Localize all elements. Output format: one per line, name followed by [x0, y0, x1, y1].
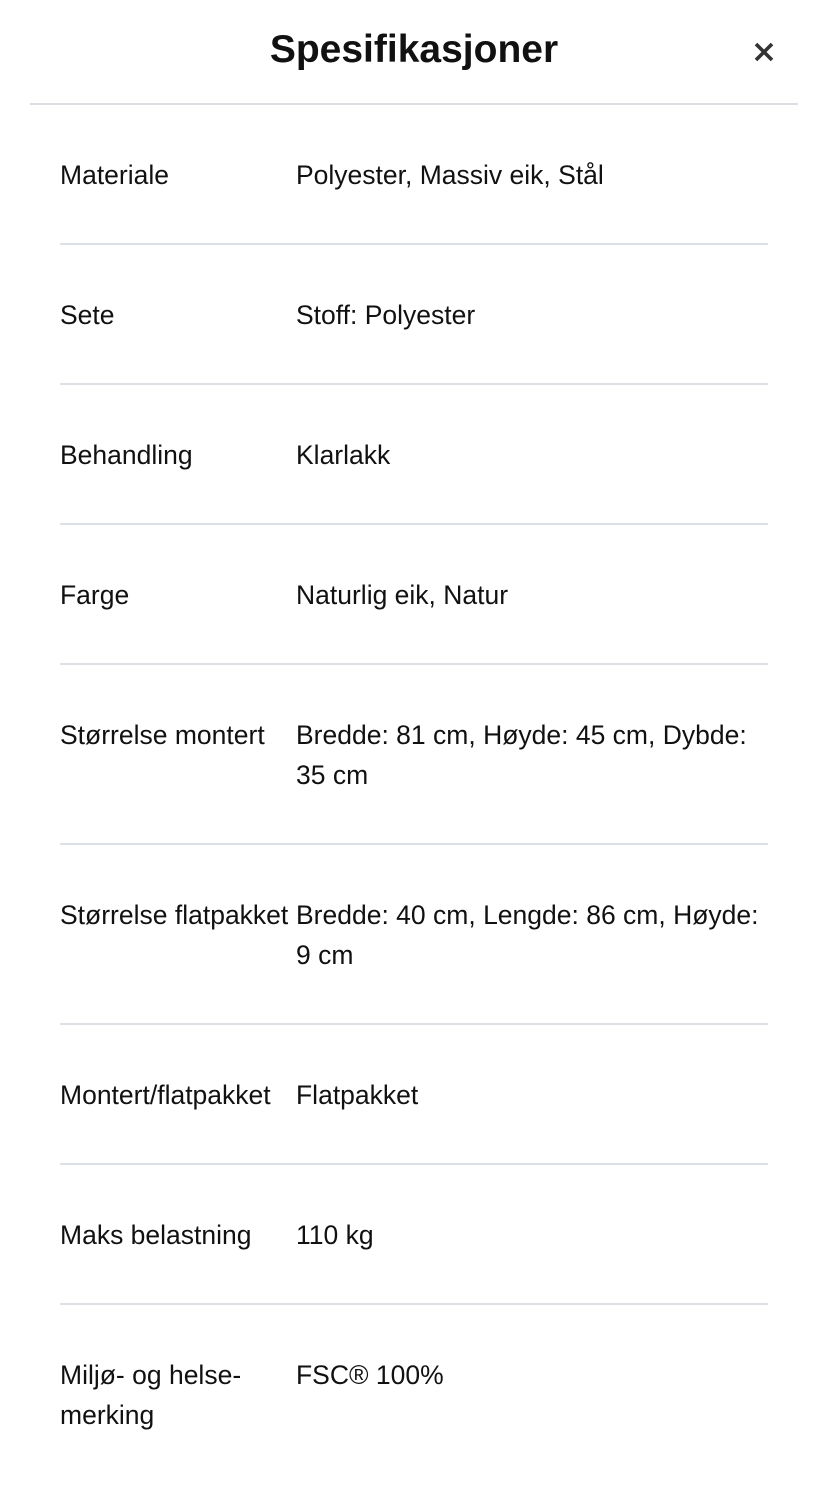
spec-row-montert-flatpakket [60, 1025, 768, 1165]
spec-label: Montert/flatpakket [60, 1080, 271, 1110]
spec-value: Bredde: 81 cm, Høyde: 45 cm, Dybde: 35 cm [296, 720, 747, 790]
spec-value: Bredde: 40 cm, Lengde: 86 cm, Høyde: 9 cm [296, 900, 759, 970]
spec-row-miljo-merking [60, 1305, 768, 1483]
page-title: Spesifikasjoner [269, 28, 559, 71]
spec-row-storrelse-montert [60, 665, 768, 845]
close-icon [753, 41, 775, 63]
spec-label: Materiale [60, 160, 169, 190]
spec-value: Flatpakket [296, 1080, 419, 1110]
spec-value: FSC® 100% [296, 1360, 444, 1390]
spec-value: Stoff: Polyester [296, 300, 476, 330]
spec-value: Polyester, Massiv eik, Stål [296, 160, 604, 190]
spec-label: Sete [60, 300, 115, 330]
spec-row-materiale [60, 105, 768, 245]
spec-value: Klarlakk [296, 440, 391, 470]
spec-row-behandling [60, 385, 768, 525]
spec-label: Miljø- og helsemerking [60, 1360, 242, 1430]
header-divider [30, 103, 798, 105]
spec-value: Naturlig eik, Natur [296, 580, 509, 610]
spec-label: Størrelse flatpakket [60, 900, 289, 930]
modal-header [0, 0, 828, 105]
spec-row-maks-belastning [60, 1165, 768, 1305]
spec-row-farge [60, 525, 768, 665]
spec-list [60, 105, 768, 1483]
spec-label: Størrelse montert [60, 720, 265, 750]
spec-label: Behandling [60, 440, 193, 470]
spec-label: Farge [60, 580, 130, 610]
close-button[interactable] [748, 34, 780, 70]
spec-label: Maks belastning [60, 1220, 252, 1250]
spec-row-storrelse-flatpakket [60, 845, 768, 1025]
spec-row-sete [60, 245, 768, 385]
spec-value: 110 kg [296, 1220, 374, 1250]
